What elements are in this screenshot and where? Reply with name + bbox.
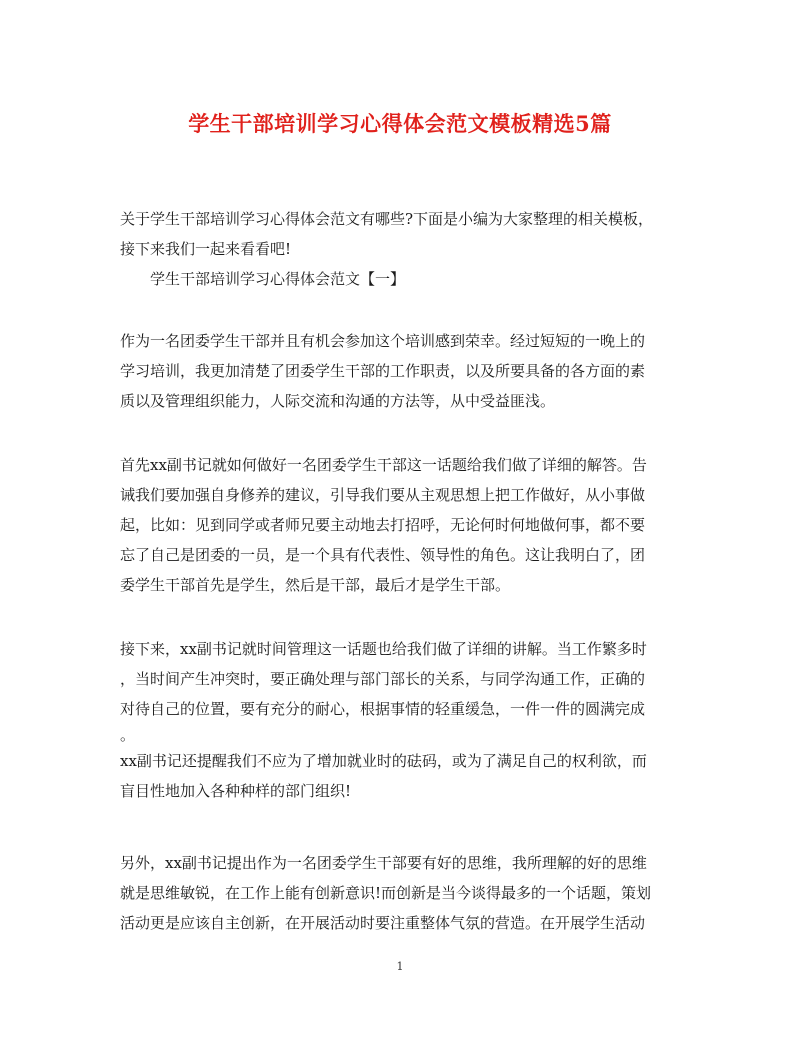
intro-line: 关于学生干部培训学习心得体会范文有哪些?下面是小编为大家整理的相关模板， — [120, 210, 654, 228]
intro-line: 接下来我们一起来看看吧! — [120, 240, 292, 258]
paragraph-line: 。 — [120, 726, 136, 744]
paragraph-line: 委学生干部首先是学生，然后是干部，最后才是学生干部。 — [120, 576, 511, 594]
paragraph-line: 忘了自己是团委的一员，是一个具有代表性、领导性的角色。这让我明白了，团 — [120, 546, 646, 564]
page-title: 学生干部培训学习心得体会范文模板精选5篇 — [188, 111, 612, 136]
paragraph-line: 盲目性地加入各种种样的部门组织! — [120, 782, 352, 800]
paragraph-line: 作为一名团委学生干部并且有机会参加这个培训感到荣幸。经过短短的一晚上的 — [120, 332, 646, 350]
paragraph-line: 活动更是应该自主创新，在开展活动时要注重整体气氛的营造。在开展学生活动 — [120, 914, 646, 932]
paragraph-line: ，当时间产生冲突时，要正确处理与部门部长的关系，与同学沟通工作，正确的 — [120, 670, 646, 688]
section-heading: 学生干部培训学习心得体会范文【一】 — [150, 270, 406, 288]
paragraph-line: 质以及管理组织能力，人际交流和沟通的方法等，从中受益匪浅。 — [120, 392, 556, 410]
paragraph-line: 首先xx副书记就如何做好一名团委学生干部这一话题给我们做了详细的解答。告 — [120, 456, 647, 474]
paragraph-line: 另外，xx副书记提出作为一名团委学生干部要有好的思维，我所理解的好的思维 — [120, 854, 647, 872]
paragraph-3 — [120, 634, 680, 806]
paragraph-line: 起，比如：见到同学或者师兄要主动地去打招呼，无论何时何地做何事，都不要 — [120, 516, 646, 534]
paragraph-2 — [120, 450, 680, 600]
intro-paragraph — [120, 204, 680, 294]
paragraph-line: xx副书记还提醒我们不应为了增加就业时的砝码，或为了满足自己的权利欲，而 — [120, 752, 647, 770]
paragraph-line: 接下来，xx副书记就时间管理这一话题也给我们做了详细的讲解。当工作繁多时 — [120, 640, 647, 658]
paragraph-line: 诫我们要加强自身修养的建议，引导我们要从主观思想上把工作做好，从小事做 — [120, 486, 646, 504]
paragraph-4 — [120, 848, 680, 938]
paragraph-1 — [120, 326, 680, 416]
page-number: 1 — [396, 960, 404, 973]
paragraph-line: 就是思维敏锐，在工作上能有创新意识!而创新是当今谈得最多的一个话题，策划 — [120, 884, 652, 902]
paragraph-line: 对待自己的位置，要有充分的耐心，根据事情的轻重缓急，一件一件的圆满完成 — [120, 700, 646, 718]
paragraph-line: 学习培训，我更加清楚了团委学生干部的工作职责，以及所要具备的各方面的素 — [120, 362, 646, 380]
